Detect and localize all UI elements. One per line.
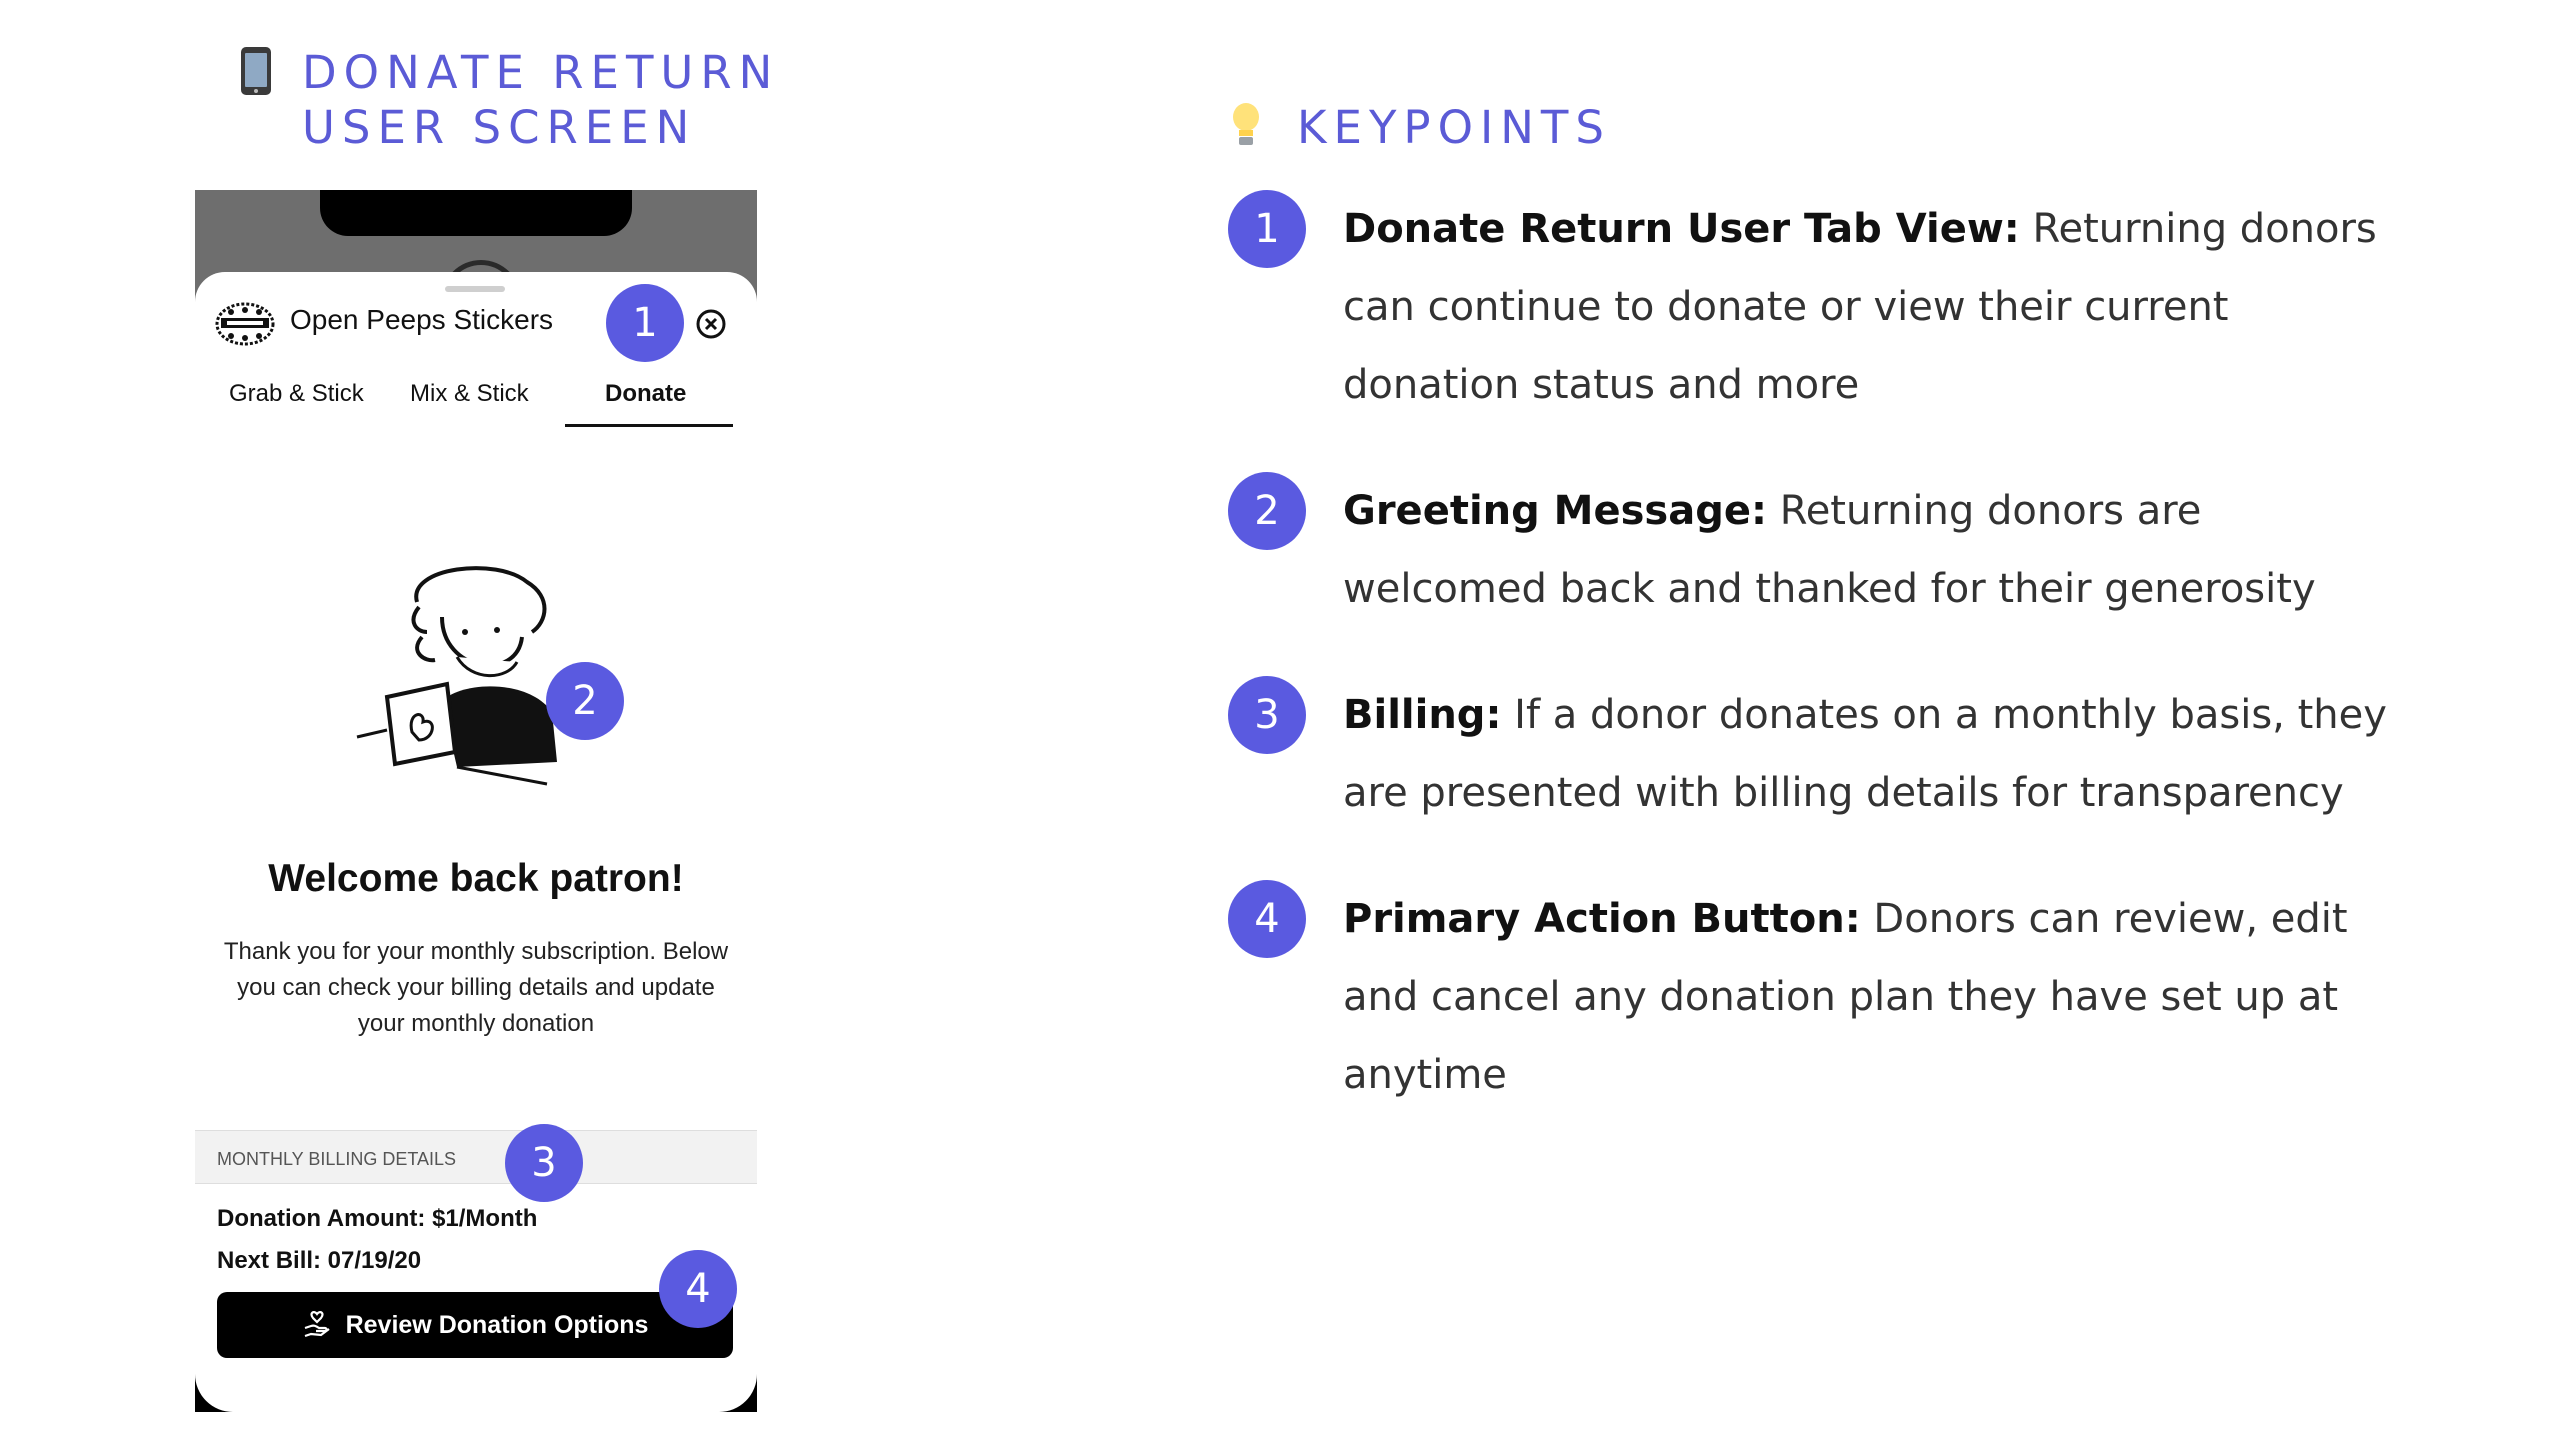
app-logo-icon xyxy=(215,302,275,346)
heading-line-1: DONATE RETURN xyxy=(302,46,780,99)
greeting-message: Thank you for your monthly subscription. Below you can check your billing details and update your monthly donation xyxy=(223,938,729,1037)
keypoint-2-text: Returning donors are welcomed back and thanked for their generosity xyxy=(1343,488,2316,612)
mobile-phone-icon xyxy=(238,46,274,96)
callout-badge-3: 3 xyxy=(505,1124,583,1202)
sheet-grabber[interactable] xyxy=(445,286,505,292)
active-tab-indicator xyxy=(565,424,733,427)
keypoint-1-text: Returning donors can continue to donate or view their current donation status and more xyxy=(1343,206,2377,408)
keypoint-badge-1: 1 xyxy=(1228,190,1306,268)
phone-mockup xyxy=(195,190,757,1412)
tab-mix-and-stick[interactable]: Mix & Stick xyxy=(410,380,529,407)
review-donation-options-button[interactable] xyxy=(217,1292,733,1358)
donate-hand-icon xyxy=(302,1310,332,1340)
keypoint-2 xyxy=(1343,472,2403,628)
keypoint-badge-3: 3 xyxy=(1228,676,1306,754)
billing-label: MONTHLY BILLING DETAILS xyxy=(217,1149,457,1169)
light-bulb-icon xyxy=(1228,100,1264,150)
tab-grab-and-stick[interactable]: Grab & Stick xyxy=(229,380,364,407)
keypoint-badge-2: 2 xyxy=(1228,472,1306,550)
review-button-label: Review Donation Options xyxy=(345,1310,649,1339)
billing-section-header xyxy=(195,1130,757,1184)
donate-sheet xyxy=(195,272,757,1412)
keypoint-badge-4: 4 xyxy=(1228,880,1306,958)
keypoint-3-text: If a donor donates on a monthly basis, they are presented with billing details for transparency xyxy=(1343,692,2387,816)
keypoint-3-title: Billing: xyxy=(1343,692,1502,738)
app-title: Open Peeps Stickers xyxy=(290,304,554,335)
heading-line-2: USER SCREEN xyxy=(302,101,697,154)
keypoint-4-text: Donors can review, edit and cancel any donation plan they have set up at anytime xyxy=(1343,896,2348,1098)
keypoint-2-title: Greeting Message: xyxy=(1343,488,1767,534)
tab-donate[interactable]: Donate xyxy=(605,380,687,407)
donation-amount: Donation Amount: $1/Month xyxy=(217,1205,538,1232)
keypoint-4 xyxy=(1343,880,2403,1114)
keypoint-1 xyxy=(1343,190,2403,424)
close-icon[interactable] xyxy=(695,308,727,340)
phone-notch xyxy=(320,190,632,236)
keypoint-4-title: Primary Action Button: xyxy=(1343,896,1861,942)
keypoint-3 xyxy=(1343,676,2403,832)
keypoints-heading: KEYPOINTS xyxy=(1297,101,1611,154)
keypoint-1-title: Donate Return User Tab View: xyxy=(1343,206,2020,252)
callout-badge-4: 4 xyxy=(659,1250,737,1328)
next-bill-date: Next Bill: 07/19/20 xyxy=(217,1247,422,1274)
callout-badge-1: 1 xyxy=(606,284,684,362)
callout-badge-2: 2 xyxy=(546,662,624,740)
greeting-title: Welcome back patron! xyxy=(268,857,684,900)
screen-heading xyxy=(302,45,779,155)
